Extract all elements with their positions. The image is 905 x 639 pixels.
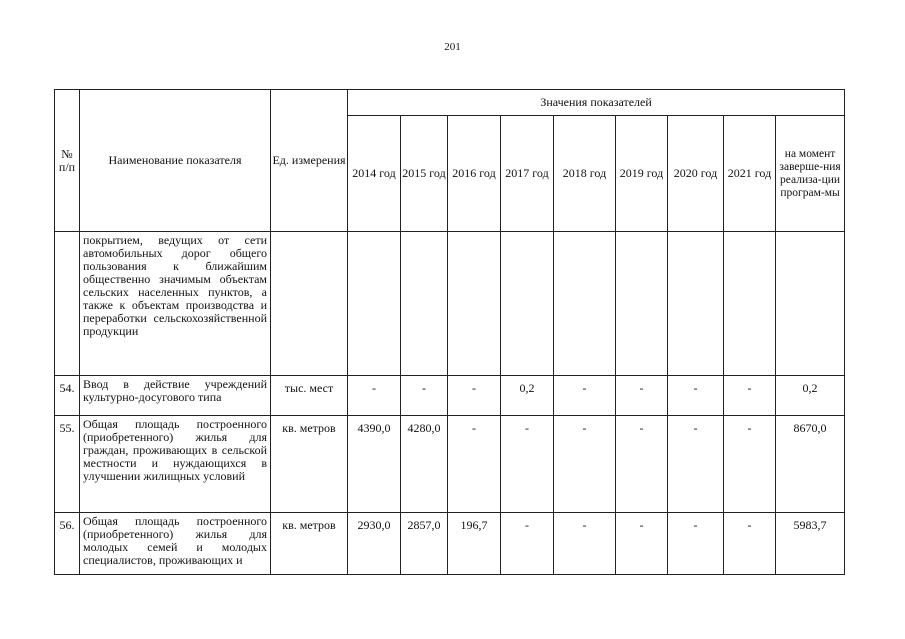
value-cell: -: [668, 376, 724, 416]
value-cell: -: [401, 376, 448, 416]
value-cell: 196,7: [448, 513, 501, 575]
indicators-table: [54, 89, 845, 575]
header-num: № п/п: [55, 90, 80, 232]
row-name: Общая площадь построенного (приобретенного) жилья для граждан, проживающих в сельской местности и нуждающихся в улучшении жилищных условий: [80, 416, 271, 513]
value-cell: -: [448, 376, 501, 416]
value-cell: 0,2: [501, 376, 554, 416]
value-cell: 2930,0: [348, 513, 401, 575]
header-year-2018: 2018 год: [554, 116, 616, 232]
header-final: на момент заверше-ния реализа-ции програм-мы: [776, 116, 845, 232]
table-row: [55, 416, 845, 513]
row-name: Ввод в действие учреждений культурно-досугового типа: [80, 376, 271, 416]
header-year-2019: 2019 год: [616, 116, 668, 232]
value-cell: [348, 232, 401, 376]
header-name: Наименование показателя: [80, 90, 271, 232]
value-cell: -: [448, 416, 501, 513]
row-number: 56.: [55, 513, 80, 575]
row-name: Общая площадь построенного (приобретенного) жилья для молодых семей и молодых специалистов, проживающих и: [80, 513, 271, 575]
value-cell: 4390,0: [348, 416, 401, 513]
table-row: [55, 232, 845, 376]
value-cell: -: [616, 513, 668, 575]
value-cell: [501, 232, 554, 376]
value-cell: -: [554, 416, 616, 513]
row-unit: кв. метров: [271, 416, 348, 513]
value-cell: -: [348, 376, 401, 416]
header-year-2021: 2021 год: [724, 116, 776, 232]
value-cell: [776, 232, 845, 376]
value-cell: 0,2: [776, 376, 845, 416]
table-row: [55, 513, 845, 575]
value-cell: [401, 232, 448, 376]
value-cell: [554, 232, 616, 376]
header-year-2020: 2020 год: [668, 116, 724, 232]
row-name: покрытием, ведущих от сети автомобильных дорог общего пользования к ближайшим общественно значимым объектам сельских населенных пунктов, а также к объектам производства и переработки сельскохозяйственной продукции: [80, 232, 271, 376]
value-cell: -: [501, 513, 554, 575]
value-cell: [724, 232, 776, 376]
page-number: 201: [444, 41, 461, 53]
value-cell: -: [724, 416, 776, 513]
header-year-2017: 2017 год: [501, 116, 554, 232]
value-cell: 8670,0: [776, 416, 845, 513]
value-cell: -: [668, 416, 724, 513]
table-row: [55, 376, 845, 416]
value-cell: -: [724, 376, 776, 416]
value-cell: -: [616, 416, 668, 513]
value-cell: -: [554, 376, 616, 416]
row-number: 55.: [55, 416, 80, 513]
value-cell: [448, 232, 501, 376]
value-cell: -: [616, 376, 668, 416]
value-cell: -: [724, 513, 776, 575]
row-number: 54.: [55, 376, 80, 416]
header-year-2016: 2016 год: [448, 116, 501, 232]
value-cell: [668, 232, 724, 376]
header-unit: Ед. измерения: [271, 90, 348, 232]
row-number: [55, 232, 80, 376]
header-year-2015: 2015 год: [401, 116, 448, 232]
value-cell: -: [554, 513, 616, 575]
row-unit: [271, 232, 348, 376]
value-cell: -: [668, 513, 724, 575]
row-unit: кв. метров: [271, 513, 348, 575]
header-row-1: [55, 90, 845, 116]
header-year-2014: 2014 год: [348, 116, 401, 232]
value-cell: -: [501, 416, 554, 513]
value-cell: [616, 232, 668, 376]
row-unit: тыс. мест: [271, 376, 348, 416]
value-cell: 5983,7: [776, 513, 845, 575]
header-values: Значения показателей: [348, 90, 845, 116]
value-cell: 2857,0: [401, 513, 448, 575]
value-cell: 4280,0: [401, 416, 448, 513]
